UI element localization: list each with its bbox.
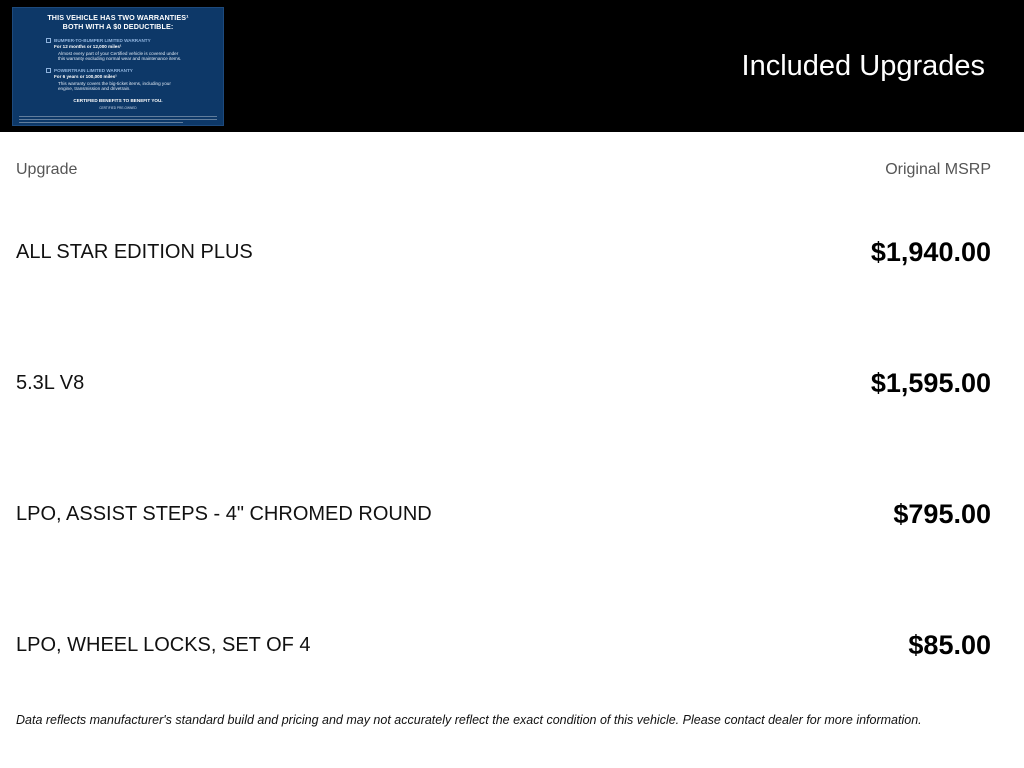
thumb-item2-desc1: This warranty covers the big-ticket items, including your xyxy=(58,81,171,86)
upgrade-name: LPO, WHEEL LOCKS, SET OF 4 xyxy=(16,634,311,656)
thumb-logos: CERTIFIED PRE-OWNED xyxy=(99,106,137,110)
upgrade-price: $1,940.00 xyxy=(870,237,991,267)
checkbox-icon xyxy=(46,68,51,73)
checkbox-icon xyxy=(46,38,51,43)
thumb-item2-title: POWERTRAIN LIMITED WARRANTY xyxy=(54,68,133,73)
thumb-item1-sub: For 12 months or 12,000 miles¹ xyxy=(54,44,122,49)
header-bar xyxy=(0,0,1024,132)
fine-print-line xyxy=(19,119,217,120)
upgrade-price: $1,595.00 xyxy=(870,368,991,398)
page-title: Included Upgrades xyxy=(741,50,985,82)
upgrade-row xyxy=(0,624,1024,664)
thumb-tagline: CERTIFIED BENEFITS TO BENEFIT YOU. xyxy=(73,98,163,103)
upgrade-name: ALL STAR EDITION PLUS xyxy=(16,241,253,263)
fine-print-line xyxy=(19,116,217,117)
thumb-item2-sub: For 6 years or 100,000 miles¹ xyxy=(54,74,117,79)
warranty-thumbnail-image[interactable] xyxy=(12,7,224,126)
fine-print-line xyxy=(19,122,183,123)
thumb-item1-desc2: this warranty excluding normal wear and maintenance items. xyxy=(58,56,182,61)
upgrade-price: $795.00 xyxy=(893,499,991,529)
upgrade-price: $85.00 xyxy=(908,630,991,660)
thumb-headline-2: BOTH WITH A $0 DEDUCTIBLE: xyxy=(62,22,174,31)
upgrade-row xyxy=(0,493,1024,533)
disclaimer-text: Data reflects manufacturer's standard build and pricing and may not accurately reflect the exact condition of this vehicle. Please contact dealer for more information. xyxy=(16,713,922,727)
thumb-item2-desc2: engine, transmission and drivetrain. xyxy=(58,86,131,91)
column-header-upgrade: Upgrade xyxy=(16,161,78,178)
upgrade-row xyxy=(0,231,1024,271)
thumb-item1-title: BUMPER-TO-BUMPER LIMITED WARRANTY xyxy=(54,38,151,43)
thumb-item1-desc1: Almost every part of your Certified vehicle is covered under xyxy=(58,51,179,56)
upgrade-row xyxy=(0,362,1024,402)
upgrade-name: 5.3L V8 xyxy=(16,372,85,394)
thumb-headline-1: THIS VEHICLE HAS TWO WARRANTIES¹ xyxy=(47,13,189,22)
column-header-msrp: Original MSRP xyxy=(885,161,991,178)
upgrade-name: LPO, ASSIST STEPS - 4" CHROMED ROUND xyxy=(16,503,432,525)
